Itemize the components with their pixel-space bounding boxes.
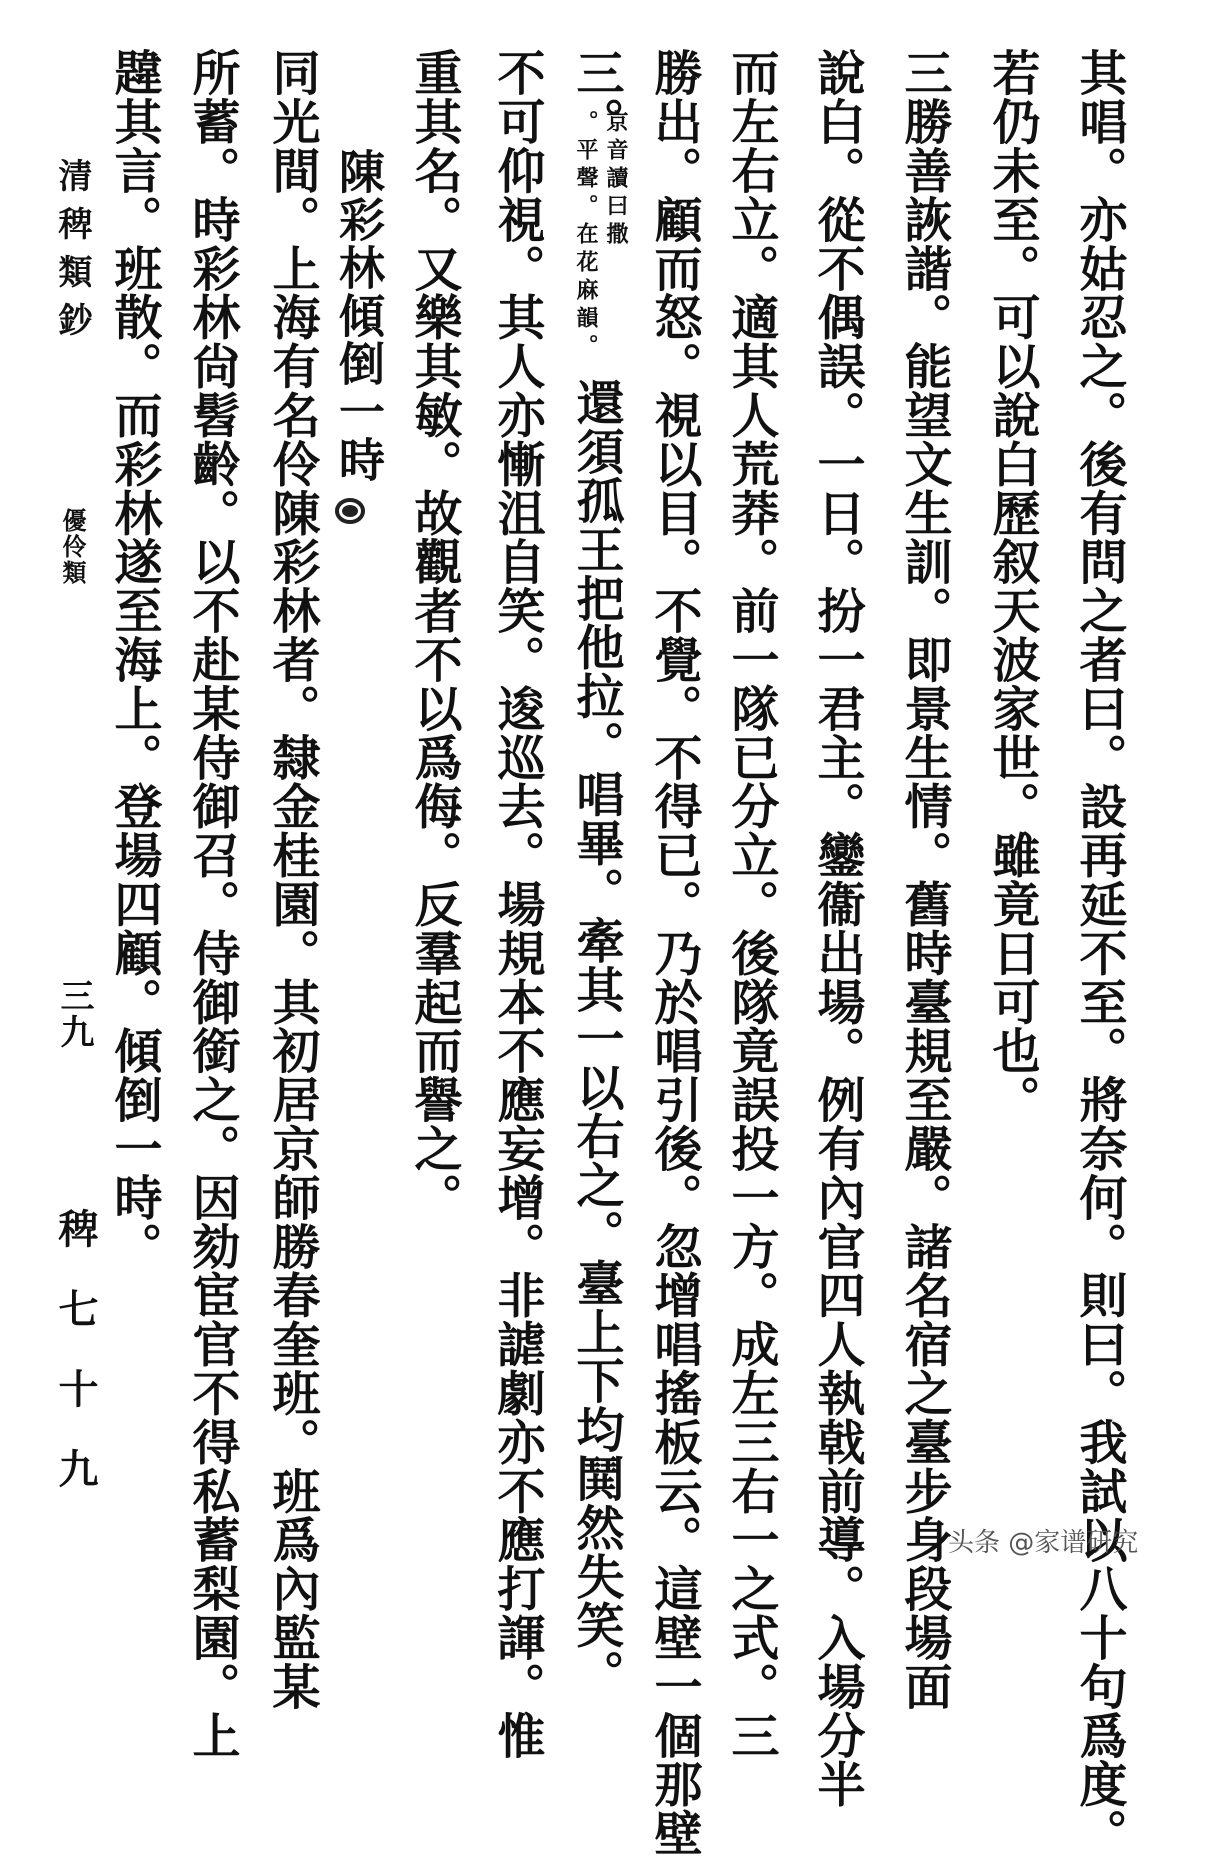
- section-heading: 陳彩林傾倒一時: [332, 148, 386, 484]
- text-column-2: 若仍未至。可以說白歷叙天波家世。雖竟日可也。: [984, 48, 1040, 1124]
- margin-page-number: 三九: [54, 978, 94, 1050]
- text-column-4: 說白。從不偶誤。一日。扮一君主。鑾衞出場。例有內官四人執戟前導。入場分半: [809, 48, 865, 1809]
- inline-note-left: 。平聲。在花麻韻。: [573, 110, 599, 362]
- ink-mark: [335, 498, 365, 524]
- text-column-11: 同光間。上海有名伶陳彩林者。隸金桂園。其初居京師勝春奎班。班爲內監某: [264, 48, 320, 1711]
- text-column-6: 勝出。顧而怒。視以目。不覺。不得已。乃於唱引後。忽增唱搖板云。這壁一個那壁: [646, 48, 702, 1857]
- text-column-12: 所蓄。時彩林尙髫齡。以不赴某侍御召。侍御銜之。因劾宦官不得私蓄梨園。上: [184, 48, 240, 1760]
- text-column-13: 韙其言。班散。而彩林遂至海上。登場四顧。傾倒一時。: [106, 48, 162, 1271]
- text-column-5: 而左右立。適其人荒莽。前一隊已分立。後隊竟誤投一方。成左三右一之式。三: [723, 48, 779, 1760]
- text-column-9: 重其名。又樂其敏。故觀者不以爲侮。反羣起而譽之。: [406, 48, 462, 1222]
- margin-book-title: 清稗類鈔: [52, 158, 92, 350]
- text-column-3: 三勝善詼諧。能望文生訓。即景生情。舊時臺規至嚴。諸名宿之臺步身段場面: [896, 48, 952, 1711]
- text-column-1: 其唱。亦姑忍之。後有問之者曰。設再延不至。將奈何。則曰。我試以八十句爲度。: [1071, 48, 1127, 1857]
- inline-note-right: 京音讀曰撒: [603, 110, 629, 250]
- watermark-text: 头条 @家谱研究: [948, 1528, 1139, 1558]
- margin-volume: 稗七十九: [52, 1208, 99, 1528]
- text-column-7-rest: 還須孤王把他拉。唱畢。牽其一以右之。臺上下均鬨然失笑。: [568, 378, 624, 1699]
- margin-section: 優伶類: [58, 508, 87, 586]
- text-column-7-start: 三。: [568, 48, 624, 146]
- text-column-8: 不可仰視。其人亦慚沮自笑。逡巡去。場規本不應妄增。非謔劇亦不應打諢。惟: [489, 48, 545, 1760]
